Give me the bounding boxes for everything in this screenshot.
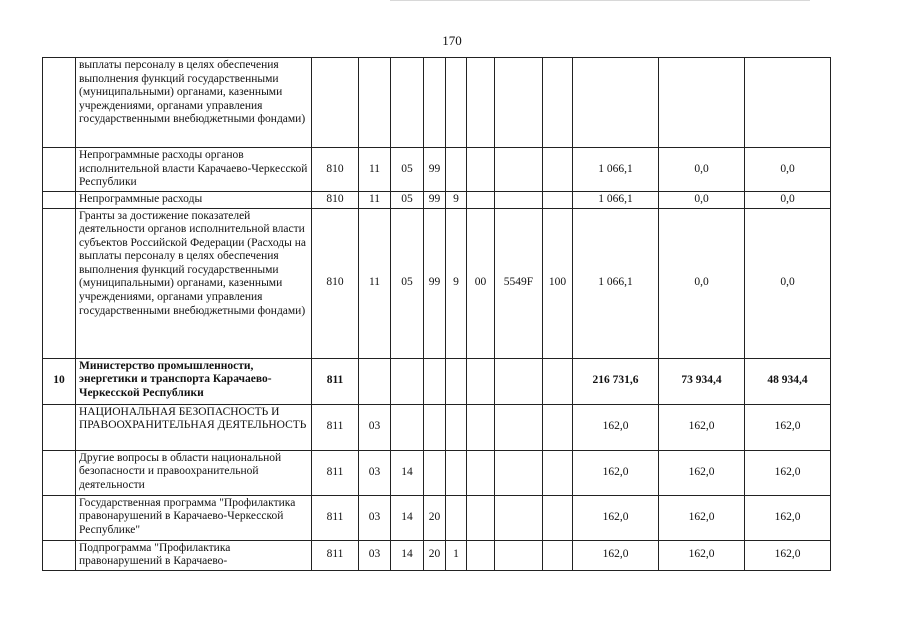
budget-table — [42, 57, 831, 571]
expense-type-cell — [543, 192, 573, 209]
amount-year3-cell: 162,0 — [745, 495, 831, 540]
direction-code-cell — [495, 450, 543, 495]
expense-type-cell — [543, 450, 573, 495]
section-code-cell — [359, 58, 391, 148]
amount-year3-cell: 0,0 — [745, 148, 831, 192]
amount-year2-cell: 162,0 — [659, 450, 745, 495]
amount-year2-cell: 0,0 — [659, 148, 745, 192]
amount-year3-cell: 162,0 — [745, 404, 831, 450]
amount-year2-cell: 73 934,4 — [659, 358, 745, 404]
scan-top-edge — [390, 0, 810, 1]
section-code-cell: 11 — [359, 148, 391, 192]
amount-year3-cell: 0,0 — [745, 192, 831, 209]
direction-code-cell — [495, 540, 543, 570]
table-row — [43, 540, 831, 570]
grbs-code-cell: 811 — [312, 358, 359, 404]
expense-type-cell — [543, 58, 573, 148]
program-code-cell: 20 — [424, 540, 446, 570]
subsection-code-cell: 14 — [391, 540, 424, 570]
program-code-cell: 99 — [424, 192, 446, 209]
row-number-cell: 10 — [43, 358, 76, 404]
direction-code-cell — [495, 404, 543, 450]
subprogram-code-cell — [446, 495, 467, 540]
page-number: 170 — [442, 33, 462, 48]
row-number-cell — [43, 192, 76, 209]
row-name-cell: Непрограммные расходы органов исполнительной власти Карачаево-Черкесской Республики — [76, 148, 312, 192]
expense-type-cell — [543, 495, 573, 540]
activity-code-cell — [467, 358, 495, 404]
amount-year1-cell: 162,0 — [573, 495, 659, 540]
expense-type-cell — [543, 540, 573, 570]
amount-year2-cell: 162,0 — [659, 495, 745, 540]
program-code-cell — [424, 58, 446, 148]
row-name-cell: Министерство промышленности, энергетики и транспорта Карачаево-Черкесской Республики — [76, 358, 312, 404]
row-number-cell — [43, 58, 76, 148]
expense-type-cell: 100 — [543, 208, 573, 358]
grbs-code-cell: 810 — [312, 208, 359, 358]
direction-code-cell — [495, 58, 543, 148]
activity-code-cell — [467, 192, 495, 209]
activity-code-cell: 00 — [467, 208, 495, 358]
grbs-code-cell: 811 — [312, 404, 359, 450]
amount-year2-cell: 0,0 — [659, 208, 745, 358]
amount-year3-cell: 0,0 — [745, 208, 831, 358]
table-row — [43, 208, 831, 358]
direction-code-cell — [495, 148, 543, 192]
grbs-code-cell: 811 — [312, 495, 359, 540]
grbs-code-cell: 810 — [312, 148, 359, 192]
amount-year2-cell: 162,0 — [659, 540, 745, 570]
activity-code-cell — [467, 540, 495, 570]
row-name-cell: Подпрограмма "Профилактика правонарушений в Карачаево- — [76, 540, 312, 570]
amount-year1-cell: 1 066,1 — [573, 148, 659, 192]
subsection-code-cell: 14 — [391, 450, 424, 495]
grbs-code-cell: 811 — [312, 450, 359, 495]
section-code-cell: 03 — [359, 540, 391, 570]
table-row — [43, 495, 831, 540]
table-row — [43, 58, 831, 148]
row-name-cell: Непрограммные расходы — [76, 192, 312, 209]
subprogram-code-cell — [446, 404, 467, 450]
row-name-cell: Государственная программа "Профилактика правонарушений в Карачаево-Черкесской Республике" — [76, 495, 312, 540]
subprogram-code-cell — [446, 450, 467, 495]
section-code-cell: 03 — [359, 450, 391, 495]
amount-year2-cell: 162,0 — [659, 404, 745, 450]
amount-year3-cell: 48 934,4 — [745, 358, 831, 404]
activity-code-cell — [467, 404, 495, 450]
grbs-code-cell: 811 — [312, 540, 359, 570]
direction-code-cell — [495, 495, 543, 540]
direction-code-cell: 5549F — [495, 208, 543, 358]
row-number-cell — [43, 208, 76, 358]
program-code-cell: 20 — [424, 495, 446, 540]
subsection-code-cell — [391, 58, 424, 148]
activity-code-cell — [467, 148, 495, 192]
row-number-cell — [43, 450, 76, 495]
amount-year1-cell: 1 066,1 — [573, 208, 659, 358]
subsection-code-cell: 05 — [391, 148, 424, 192]
amount-year1-cell — [573, 58, 659, 148]
subprogram-code-cell — [446, 58, 467, 148]
amount-year3-cell — [745, 58, 831, 148]
expense-type-cell — [543, 148, 573, 192]
amount-year1-cell: 162,0 — [573, 540, 659, 570]
amount-year1-cell: 162,0 — [573, 450, 659, 495]
table-row — [43, 148, 831, 192]
subsection-code-cell: 14 — [391, 495, 424, 540]
table-row — [43, 450, 831, 495]
subprogram-code-cell: 1 — [446, 540, 467, 570]
table-row — [43, 192, 831, 209]
subprogram-code-cell — [446, 358, 467, 404]
section-code-cell: 11 — [359, 208, 391, 358]
row-name-cell: выплаты персоналу в целях обеспечения выполнения функций государственными (муниципальными) органами, казенными учреждениями, органами управления государственными внебюджетными фондами) — [76, 58, 312, 148]
subsection-code-cell: 05 — [391, 192, 424, 209]
row-number-cell — [43, 495, 76, 540]
table-row — [43, 404, 831, 450]
subprogram-code-cell — [446, 148, 467, 192]
row-name-cell: Гранты за достижение показателей деятельности органов исполнительной власти субъектов Российской Федерации (Расходы на выплаты персоналу в целях обеспечения выполнения функций государственными (муниципальными) органами, казенными учреждениями, органами управления государственными внебюджетными фондами) — [76, 208, 312, 358]
activity-code-cell — [467, 450, 495, 495]
section-code-cell — [359, 358, 391, 404]
subsection-code-cell: 05 — [391, 208, 424, 358]
direction-code-cell — [495, 192, 543, 209]
row-number-cell — [43, 404, 76, 450]
subsection-code-cell — [391, 358, 424, 404]
program-code-cell: 99 — [424, 148, 446, 192]
amount-year2-cell: 0,0 — [659, 192, 745, 209]
row-number-cell — [43, 540, 76, 570]
section-code-cell: 03 — [359, 495, 391, 540]
amount-year1-cell: 216 731,6 — [573, 358, 659, 404]
table-row — [43, 358, 831, 404]
subsection-code-cell — [391, 404, 424, 450]
program-code-cell — [424, 450, 446, 495]
expense-type-cell — [543, 404, 573, 450]
row-name-cell: НАЦИОНАЛЬНАЯ БЕЗОПАСНОСТЬ И ПРАВООХРАНИТЕЛЬНАЯ ДЕЯТЕЛЬНОСТЬ — [76, 404, 312, 450]
grbs-code-cell — [312, 58, 359, 148]
amount-year3-cell: 162,0 — [745, 540, 831, 570]
activity-code-cell — [467, 58, 495, 148]
expense-type-cell — [543, 358, 573, 404]
program-code-cell: 99 — [424, 208, 446, 358]
program-code-cell — [424, 404, 446, 450]
subprogram-code-cell: 9 — [446, 192, 467, 209]
table-body — [43, 58, 831, 571]
section-code-cell: 03 — [359, 404, 391, 450]
program-code-cell — [424, 358, 446, 404]
direction-code-cell — [495, 358, 543, 404]
row-number-cell — [43, 148, 76, 192]
amount-year1-cell: 162,0 — [573, 404, 659, 450]
section-code-cell: 11 — [359, 192, 391, 209]
row-name-cell: Другие вопросы в области национальной безопасности и правоохранительной деятельности — [76, 450, 312, 495]
amount-year3-cell: 162,0 — [745, 450, 831, 495]
amount-year1-cell: 1 066,1 — [573, 192, 659, 209]
amount-year2-cell — [659, 58, 745, 148]
grbs-code-cell: 810 — [312, 192, 359, 209]
subprogram-code-cell: 9 — [446, 208, 467, 358]
activity-code-cell — [467, 495, 495, 540]
